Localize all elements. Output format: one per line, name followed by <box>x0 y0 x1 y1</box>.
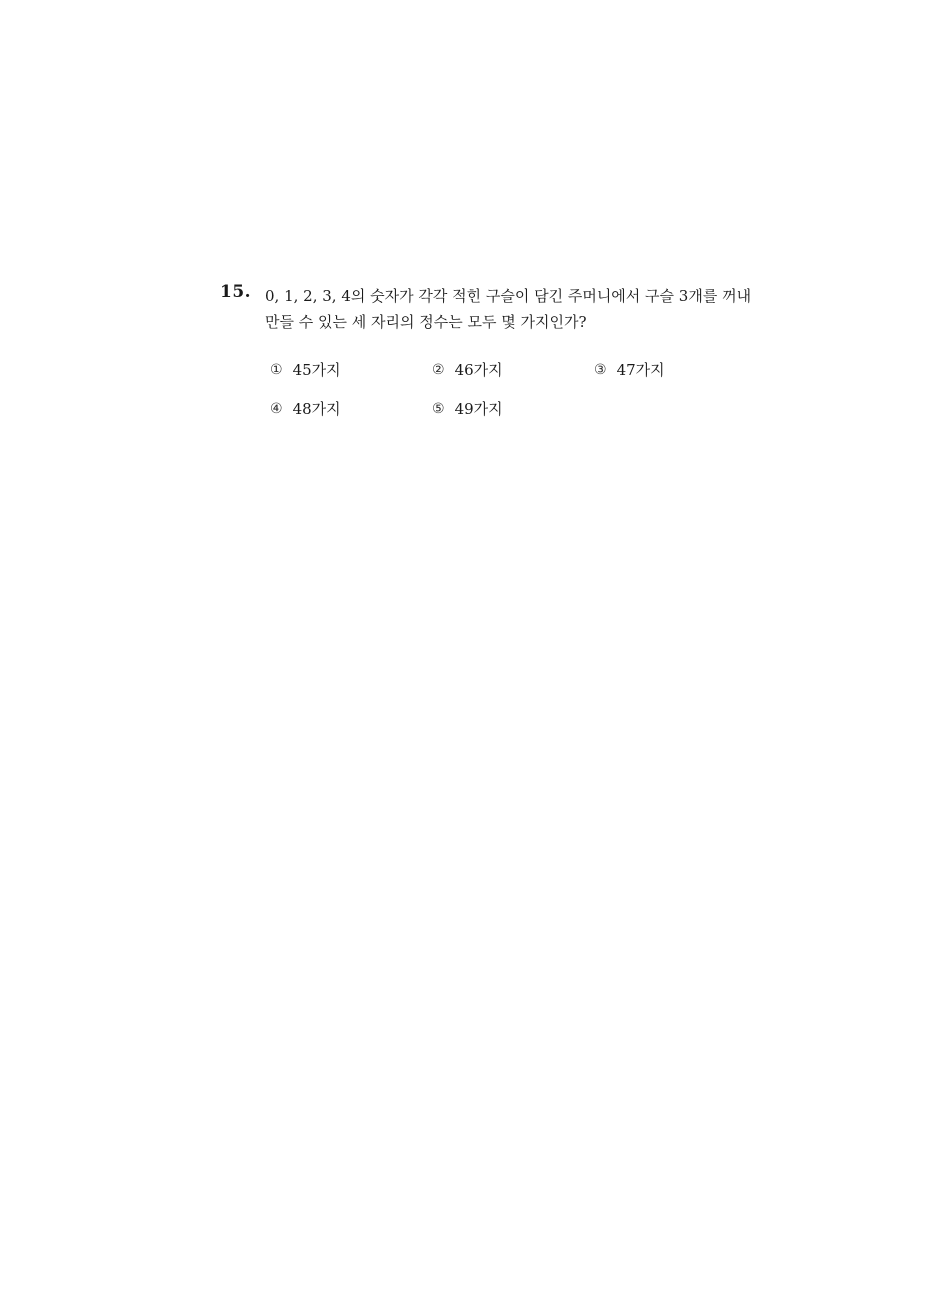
question-line-2: 만들 수 있는 세 자리의 정수는 모두 몇 가지인가? <box>265 313 587 331</box>
choice-text-2: 46가지 <box>454 361 503 379</box>
choice-text-1: 45가지 <box>292 361 341 379</box>
choice-marker-2: ② <box>432 361 445 378</box>
question-text <box>265 283 785 335</box>
choice-marker-3: ③ <box>594 361 607 378</box>
choice-1[interactable] <box>270 359 341 380</box>
problem-number: 15. <box>220 282 252 302</box>
choice-text-5: 49가지 <box>454 400 503 418</box>
choice-marker-4: ④ <box>270 400 283 417</box>
choice-marker-5: ⑤ <box>432 400 445 417</box>
choice-text-3: 47가지 <box>616 361 665 379</box>
question-line-1: 0, 1, 2, 3, 4의 숫자가 각각 적힌 구슬이 담긴 주머니에서 구슬 3개를 꺼내 <box>265 287 752 305</box>
answer-choices <box>270 359 750 429</box>
choice-2[interactable] <box>432 359 503 380</box>
choice-text-4: 48가지 <box>292 400 341 418</box>
choice-3[interactable] <box>594 359 665 380</box>
choice-marker-1: ① <box>270 361 283 378</box>
choice-5[interactable] <box>432 398 503 419</box>
choice-4[interactable] <box>270 398 341 419</box>
